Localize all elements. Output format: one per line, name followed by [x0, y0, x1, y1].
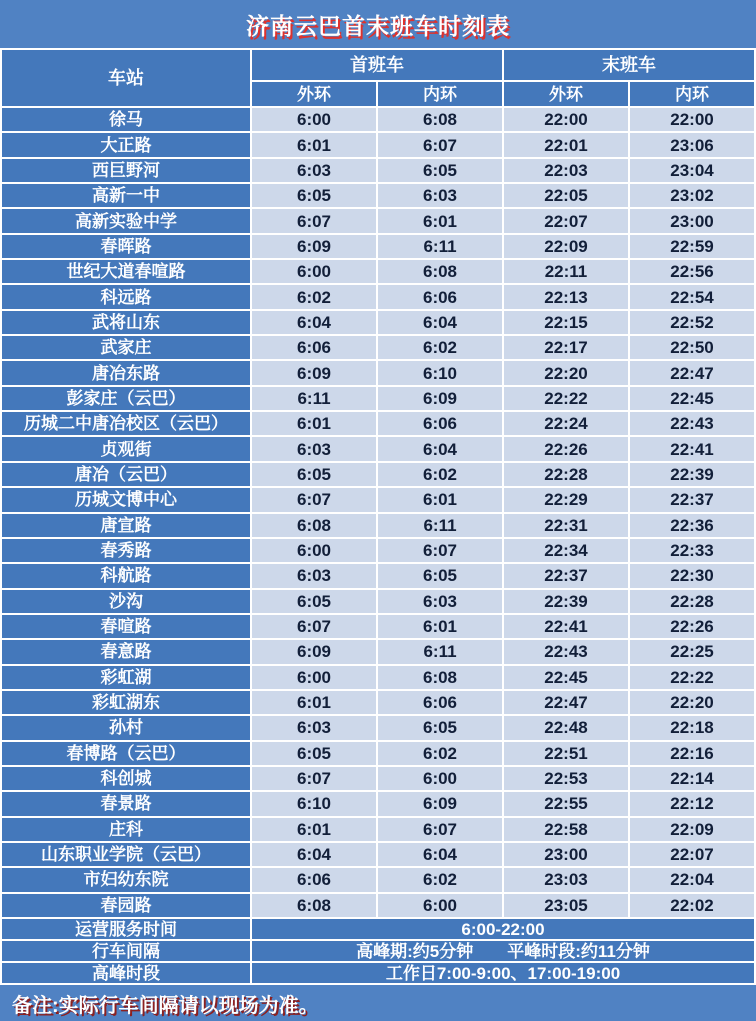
station-cell: 世纪大道春喧路 — [2, 260, 250, 283]
last-bus-outer-time: 22:00 — [504, 108, 628, 131]
first-bus-inner-time: 6:11 — [378, 640, 502, 663]
last-bus-outer-time: 22:17 — [504, 336, 628, 359]
last-bus-inner-time: 22:36 — [630, 514, 754, 537]
station-cell: 山东职业学院（云巴） — [2, 843, 250, 866]
first-bus-inner-time: 6:09 — [378, 387, 502, 410]
first-bus-inner-time: 6:01 — [378, 615, 502, 638]
footer-label: 运营服务时间 — [2, 919, 250, 939]
last-bus-inner-time: 23:02 — [630, 184, 754, 207]
last-bus-inner-time: 22:45 — [630, 387, 754, 410]
note-text: 备注:实际行车间隔请以现场为准。 — [12, 994, 319, 1017]
station-cell: 武家庄 — [2, 336, 250, 359]
station-cell: 春园路 — [2, 894, 250, 917]
station-cell: 市妇幼东院 — [2, 868, 250, 891]
header-last-inner-ring: 内环 — [630, 82, 754, 106]
station-cell: 唐冶（云巴） — [2, 463, 250, 486]
first-bus-outer-time: 6:07 — [252, 767, 376, 790]
station-cell: 历城二中唐冶校区（云巴） — [2, 412, 250, 435]
first-bus-inner-time: 6:08 — [378, 108, 502, 131]
footer-value: 6:00-22:00 — [252, 919, 754, 939]
first-bus-outer-time: 6:03 — [252, 159, 376, 182]
first-bus-inner-time: 6:07 — [378, 539, 502, 562]
footer-value: 高峰期:约5分钟 平峰时段:约11分钟 — [252, 941, 754, 961]
last-bus-inner-time: 22:22 — [630, 666, 754, 689]
last-bus-inner-time: 22:41 — [630, 437, 754, 460]
station-cell: 徐马 — [2, 108, 250, 131]
first-bus-outer-time: 6:00 — [252, 108, 376, 131]
first-bus-inner-time: 6:01 — [378, 209, 502, 232]
last-bus-outer-time: 23:05 — [504, 894, 628, 917]
last-bus-inner-time: 22:07 — [630, 843, 754, 866]
first-bus-outer-time: 6:01 — [252, 691, 376, 714]
first-bus-outer-time: 6:00 — [252, 539, 376, 562]
last-bus-inner-time: 23:04 — [630, 159, 754, 182]
station-cell: 春景路 — [2, 792, 250, 815]
first-bus-inner-time: 6:02 — [378, 463, 502, 486]
footer-label: 高峰时段 — [2, 963, 250, 983]
first-bus-inner-time: 6:10 — [378, 361, 502, 384]
first-bus-outer-time: 6:09 — [252, 640, 376, 663]
station-cell: 贞观街 — [2, 437, 250, 460]
station-cell: 春晖路 — [2, 235, 250, 258]
last-bus-inner-time: 22:09 — [630, 818, 754, 841]
station-cell: 春秀路 — [2, 539, 250, 562]
first-bus-inner-time: 6:04 — [378, 843, 502, 866]
station-cell: 唐冶东路 — [2, 361, 250, 384]
first-bus-inner-time: 6:05 — [378, 159, 502, 182]
last-bus-inner-time: 23:00 — [630, 209, 754, 232]
last-bus-inner-time: 22:20 — [630, 691, 754, 714]
header-last-outer-ring: 外环 — [504, 82, 628, 106]
first-bus-outer-time: 6:07 — [252, 488, 376, 511]
last-bus-outer-time: 22:01 — [504, 133, 628, 156]
station-cell: 高新实验中学 — [2, 209, 250, 232]
first-bus-inner-time: 6:07 — [378, 818, 502, 841]
first-bus-outer-time: 6:05 — [252, 184, 376, 207]
last-bus-outer-time: 22:05 — [504, 184, 628, 207]
header-last-bus: 末班车 — [504, 50, 754, 80]
last-bus-inner-time: 22:37 — [630, 488, 754, 511]
first-bus-outer-time: 6:01 — [252, 133, 376, 156]
last-bus-outer-time: 22:43 — [504, 640, 628, 663]
station-cell: 科航路 — [2, 564, 250, 587]
last-bus-inner-time: 23:06 — [630, 133, 754, 156]
station-cell: 庄科 — [2, 818, 250, 841]
first-bus-inner-time: 6:01 — [378, 488, 502, 511]
last-bus-outer-time: 22:28 — [504, 463, 628, 486]
last-bus-outer-time: 22:03 — [504, 159, 628, 182]
first-bus-inner-time: 6:00 — [378, 767, 502, 790]
last-bus-outer-time: 22:55 — [504, 792, 628, 815]
last-bus-outer-time: 22:34 — [504, 539, 628, 562]
last-bus-outer-time: 22:53 — [504, 767, 628, 790]
first-bus-outer-time: 6:03 — [252, 564, 376, 587]
last-bus-inner-time: 22:50 — [630, 336, 754, 359]
footer-value: 工作日7:00-9:00、17:00-19:00 — [252, 963, 754, 983]
station-cell: 孙村 — [2, 716, 250, 739]
header-first-outer-ring: 外环 — [252, 82, 376, 106]
last-bus-inner-time: 22:12 — [630, 792, 754, 815]
last-bus-outer-time: 22:26 — [504, 437, 628, 460]
last-bus-outer-time: 22:22 — [504, 387, 628, 410]
first-bus-outer-time: 6:05 — [252, 742, 376, 765]
station-cell: 科远路 — [2, 285, 250, 308]
first-bus-inner-time: 6:00 — [378, 894, 502, 917]
last-bus-outer-time: 22:48 — [504, 716, 628, 739]
last-bus-outer-time: 22:09 — [504, 235, 628, 258]
first-bus-inner-time: 6:08 — [378, 666, 502, 689]
station-cell: 西巨野河 — [2, 159, 250, 182]
last-bus-inner-time: 22:28 — [630, 590, 754, 613]
first-bus-inner-time: 6:02 — [378, 336, 502, 359]
first-bus-outer-time: 6:03 — [252, 437, 376, 460]
last-bus-inner-time: 22:39 — [630, 463, 754, 486]
last-bus-inner-time: 22:54 — [630, 285, 754, 308]
first-bus-outer-time: 6:08 — [252, 894, 376, 917]
station-cell: 科创城 — [2, 767, 250, 790]
first-bus-outer-time: 6:07 — [252, 615, 376, 638]
first-bus-inner-time: 6:03 — [378, 184, 502, 207]
last-bus-outer-time: 22:31 — [504, 514, 628, 537]
first-bus-outer-time: 6:04 — [252, 843, 376, 866]
first-bus-outer-time: 6:08 — [252, 514, 376, 537]
last-bus-inner-time: 22:56 — [630, 260, 754, 283]
station-cell: 武将山东 — [2, 311, 250, 334]
last-bus-outer-time: 22:45 — [504, 666, 628, 689]
first-bus-outer-time: 6:04 — [252, 311, 376, 334]
first-bus-outer-time: 6:11 — [252, 387, 376, 410]
first-bus-outer-time: 6:05 — [252, 590, 376, 613]
station-cell: 彩虹湖 — [2, 666, 250, 689]
station-cell: 沙沟 — [2, 590, 250, 613]
last-bus-outer-time: 22:15 — [504, 311, 628, 334]
last-bus-outer-time: 22:24 — [504, 412, 628, 435]
last-bus-outer-time: 22:13 — [504, 285, 628, 308]
station-cell: 大正路 — [2, 133, 250, 156]
last-bus-outer-time: 22:58 — [504, 818, 628, 841]
last-bus-outer-time: 22:29 — [504, 488, 628, 511]
first-bus-outer-time: 6:09 — [252, 235, 376, 258]
first-bus-outer-time: 6:02 — [252, 285, 376, 308]
first-bus-inner-time: 6:02 — [378, 868, 502, 891]
first-bus-inner-time: 6:02 — [378, 742, 502, 765]
last-bus-inner-time: 22:04 — [630, 868, 754, 891]
first-bus-inner-time: 6:08 — [378, 260, 502, 283]
last-bus-inner-time: 22:25 — [630, 640, 754, 663]
first-bus-inner-time: 6:11 — [378, 514, 502, 537]
first-bus-inner-time: 6:04 — [378, 437, 502, 460]
last-bus-outer-time: 23:00 — [504, 843, 628, 866]
station-cell: 彩虹湖东 — [2, 691, 250, 714]
last-bus-inner-time: 22:33 — [630, 539, 754, 562]
header-station: 车站 — [2, 50, 250, 106]
first-bus-inner-time: 6:05 — [378, 716, 502, 739]
last-bus-inner-time: 22:18 — [630, 716, 754, 739]
last-bus-inner-time: 22:14 — [630, 767, 754, 790]
page-title: 济南云巴首末班车时刻表 — [246, 12, 510, 39]
last-bus-inner-time: 22:30 — [630, 564, 754, 587]
last-bus-inner-time: 22:16 — [630, 742, 754, 765]
first-bus-outer-time: 6:03 — [252, 716, 376, 739]
last-bus-inner-time: 22:02 — [630, 894, 754, 917]
first-bus-inner-time: 6:06 — [378, 691, 502, 714]
station-cell: 彭家庄（云巴） — [2, 387, 250, 410]
first-bus-outer-time: 6:09 — [252, 361, 376, 384]
last-bus-inner-time: 22:52 — [630, 311, 754, 334]
first-bus-outer-time: 6:01 — [252, 412, 376, 435]
first-bus-inner-time: 6:06 — [378, 412, 502, 435]
first-bus-outer-time: 6:05 — [252, 463, 376, 486]
header-first-inner-ring: 内环 — [378, 82, 502, 106]
first-bus-outer-time: 6:07 — [252, 209, 376, 232]
header-first-bus: 首班车 — [252, 50, 502, 80]
last-bus-outer-time: 22:39 — [504, 590, 628, 613]
station-cell: 春意路 — [2, 640, 250, 663]
station-cell: 春喧路 — [2, 615, 250, 638]
first-bus-inner-time: 6:05 — [378, 564, 502, 587]
last-bus-outer-time: 23:03 — [504, 868, 628, 891]
first-bus-outer-time: 6:01 — [252, 818, 376, 841]
last-bus-inner-time: 22:43 — [630, 412, 754, 435]
station-cell: 历城文博中心 — [2, 488, 250, 511]
first-bus-inner-time: 6:06 — [378, 285, 502, 308]
station-cell: 唐宣路 — [2, 514, 250, 537]
timetable-table — [0, 48, 756, 985]
last-bus-outer-time: 22:47 — [504, 691, 628, 714]
last-bus-outer-time: 22:11 — [504, 260, 628, 283]
first-bus-outer-time: 6:10 — [252, 792, 376, 815]
footer-label: 行车间隔 — [2, 941, 250, 961]
first-bus-outer-time: 6:00 — [252, 260, 376, 283]
last-bus-inner-time: 22:47 — [630, 361, 754, 384]
first-bus-inner-time: 6:09 — [378, 792, 502, 815]
first-bus-outer-time: 6:06 — [252, 868, 376, 891]
last-bus-outer-time: 22:37 — [504, 564, 628, 587]
last-bus-inner-time: 22:59 — [630, 235, 754, 258]
last-bus-inner-time: 22:26 — [630, 615, 754, 638]
first-bus-inner-time: 6:11 — [378, 235, 502, 258]
last-bus-outer-time: 22:41 — [504, 615, 628, 638]
first-bus-outer-time: 6:06 — [252, 336, 376, 359]
last-bus-inner-time: 22:00 — [630, 108, 754, 131]
station-cell: 高新一中 — [2, 184, 250, 207]
first-bus-inner-time: 6:07 — [378, 133, 502, 156]
last-bus-outer-time: 22:07 — [504, 209, 628, 232]
station-cell: 春博路（云巴） — [2, 742, 250, 765]
first-bus-inner-time: 6:04 — [378, 311, 502, 334]
last-bus-outer-time: 22:51 — [504, 742, 628, 765]
last-bus-outer-time: 22:20 — [504, 361, 628, 384]
first-bus-inner-time: 6:03 — [378, 590, 502, 613]
first-bus-outer-time: 6:00 — [252, 666, 376, 689]
